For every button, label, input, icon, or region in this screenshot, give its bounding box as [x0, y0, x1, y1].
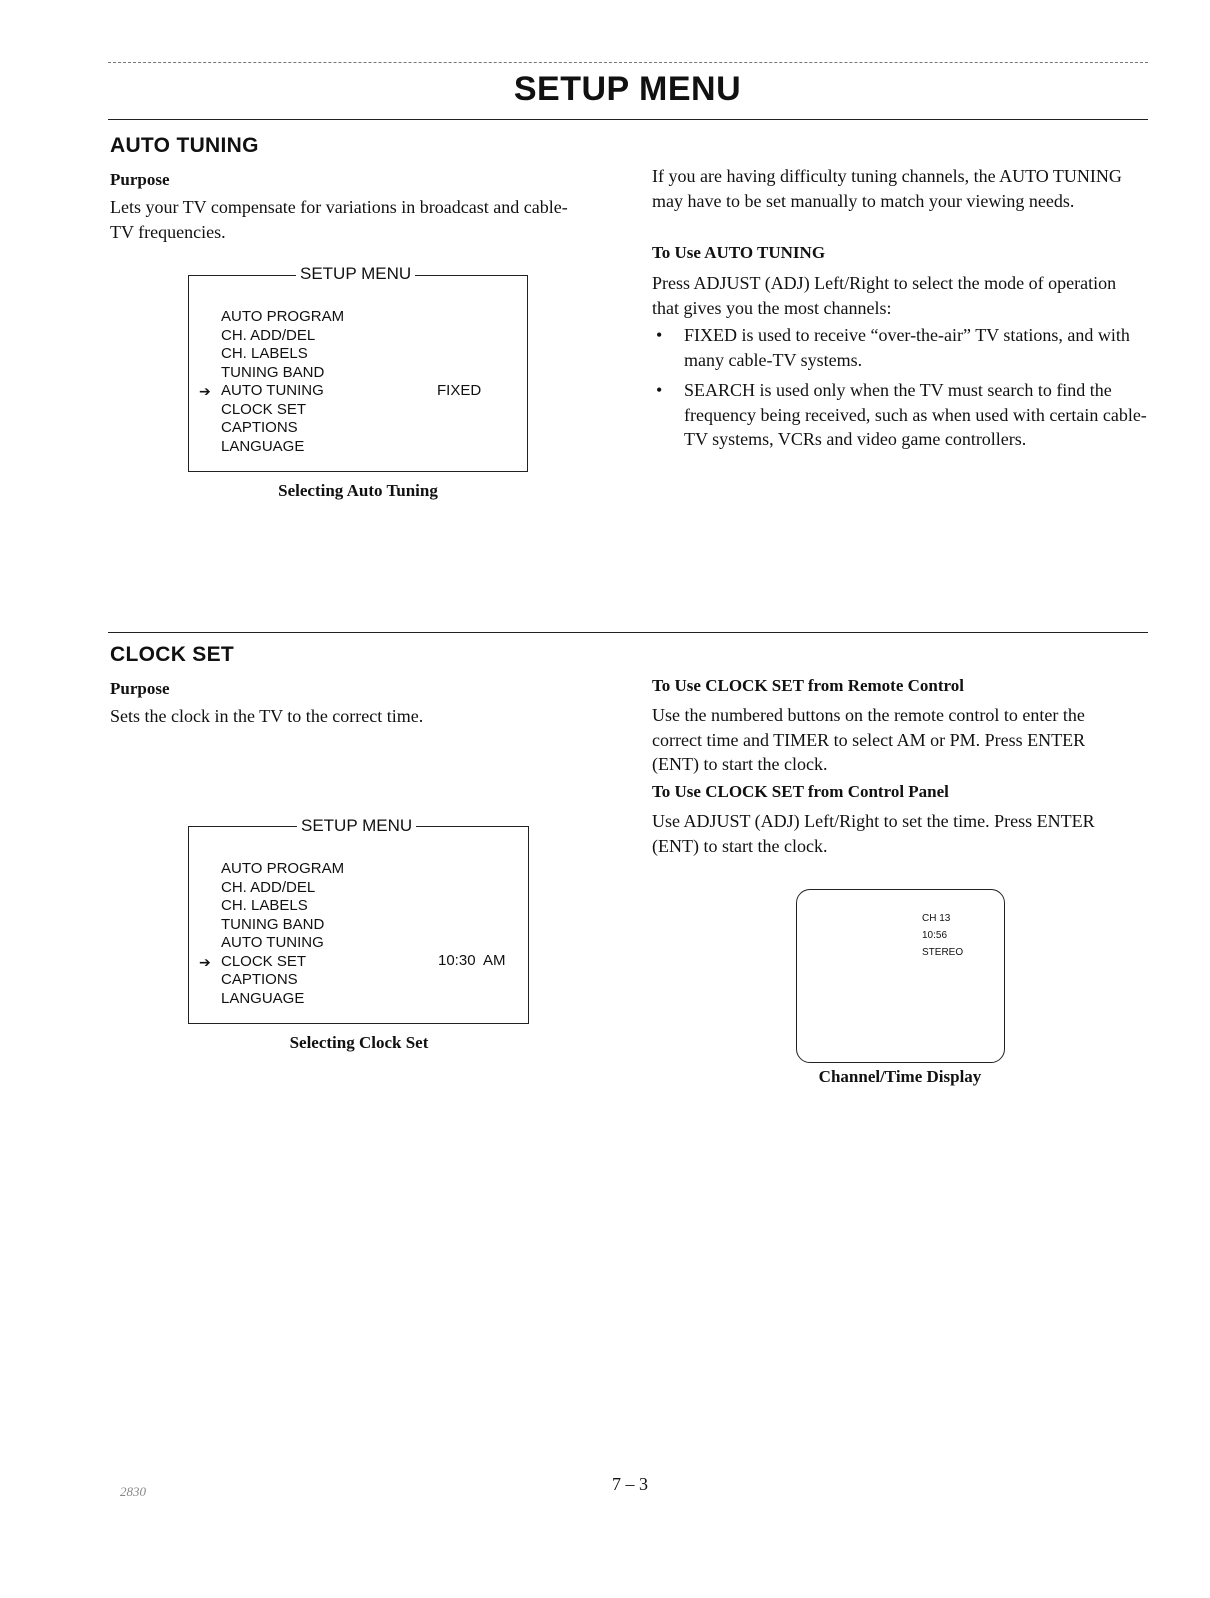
- menu-item: CH. ADD/DEL: [221, 326, 316, 344]
- footer-code: 2830: [120, 1484, 146, 1499]
- menu-item: CH. LABELS: [221, 897, 308, 914]
- bullet-text: FIXED is used to receive “over-the-air” TV stations, and with many cable-TV systems.: [684, 325, 1130, 370]
- menu-item: LANGUAGE: [221, 437, 305, 455]
- menu-item: TUNING BAND: [221, 363, 325, 381]
- auto-tuning-heading: AUTO TUNING: [110, 134, 259, 157]
- page-title: SETUP MENU: [513, 70, 742, 108]
- menu-item: CH. ADD/DEL: [221, 878, 316, 896]
- clock-set-menu-list: [199, 860, 345, 1008]
- auto-tuning-menu-list: [199, 308, 345, 456]
- menu-item: TUNING BAND: [221, 915, 325, 933]
- list-item: [652, 378, 1152, 452]
- osd-channel: CH 13: [922, 913, 951, 924]
- menu-item-selected: [199, 382, 344, 401]
- clock-set-heading: CLOCK SET: [110, 643, 235, 666]
- channel-time-osd: [922, 910, 963, 961]
- channel-time-caption: Channel/Time Display: [818, 1067, 982, 1086]
- clock-set-menu-value: 10:30 AM: [438, 952, 506, 969]
- clock-set-remote-text: Use the numbered buttons on the remote control to enter the correct time and TIMER to select AM or PM. Press ENTER (ENT) to start the clock.: [652, 705, 1086, 774]
- menu-item: AUTO TUNING: [221, 934, 324, 951]
- bullet-text: SEARCH is used only when the TV must search to find the frequency being received, such as when used with certain cable-TV systems, VCRs and video game controllers.: [684, 380, 1147, 449]
- auto-tuning-how-to-label: To Use AUTO TUNING: [652, 243, 826, 262]
- clock-set-purpose-text: Sets the clock in the TV to the correct time.: [110, 706, 424, 726]
- auto-tuning-how-to-text: Press ADJUST (ADJ) Left/Right to select the mode of operation that gives you the most channels:: [652, 273, 1117, 318]
- auto-tuning-intro-text: If you are having difficulty tuning channels, the AUTO TUNING may have to be set manually to match your viewing needs.: [652, 166, 1122, 211]
- auto-tuning-purpose-text: Lets your TV compensate for variations in broadcast and cable-TV frequencies.: [110, 197, 568, 242]
- menu-item: CAPTIONS: [221, 971, 298, 988]
- clock-set-purpose-label: Purpose: [110, 679, 170, 698]
- osd-time: 10:56: [922, 930, 948, 941]
- menu-item-label: CLOCK SET: [221, 952, 307, 970]
- auto-tuning-bullets: [652, 323, 1152, 458]
- top-dashed-rule: [108, 62, 1148, 63]
- clock-set-caption: Selecting Clock Set: [289, 1033, 429, 1052]
- osd-audio-mode: STEREO: [922, 947, 964, 958]
- title-underline: [108, 119, 1148, 120]
- clock-set-panel-label: To Use CLOCK SET from Control Panel: [652, 782, 949, 801]
- auto-tuning-menu-title: SETUP MENU: [296, 264, 415, 284]
- bullet-icon: •: [656, 380, 663, 400]
- clock-set-menu-title: SETUP MENU: [297, 816, 416, 836]
- menu-item: AUTO PROGRAM: [221, 860, 345, 877]
- auto-tuning-caption: Selecting Auto Tuning: [278, 481, 438, 500]
- menu-item: LANGUAGE: [221, 989, 305, 1007]
- menu-item: CLOCK SET: [221, 400, 307, 418]
- menu-item: CAPTIONS: [221, 419, 298, 436]
- menu-item-label: AUTO TUNING: [221, 382, 324, 399]
- clock-set-remote-label: To Use CLOCK SET from Remote Control: [652, 676, 964, 695]
- arrow-right-icon: ➔: [199, 953, 211, 970]
- clock-set-panel-text: Use ADJUST (ADJ) Left/Right to set the time. Press ENTER (ENT) to start the clock.: [652, 811, 1095, 856]
- tv-screen-display: [796, 889, 1005, 1063]
- list-item: [652, 323, 1152, 372]
- menu-item: AUTO PROGRAM: [221, 308, 345, 325]
- page-number: 7 – 3: [612, 1474, 648, 1494]
- arrow-right-icon: ➔: [199, 383, 211, 399]
- auto-tuning-menu-value: FIXED: [437, 382, 482, 399]
- menu-item: CH. LABELS: [221, 345, 308, 362]
- auto-tuning-purpose-label: Purpose: [110, 170, 170, 189]
- menu-item-selected: [199, 952, 344, 972]
- section-divider: [108, 632, 1148, 633]
- bullet-icon: •: [656, 325, 663, 345]
